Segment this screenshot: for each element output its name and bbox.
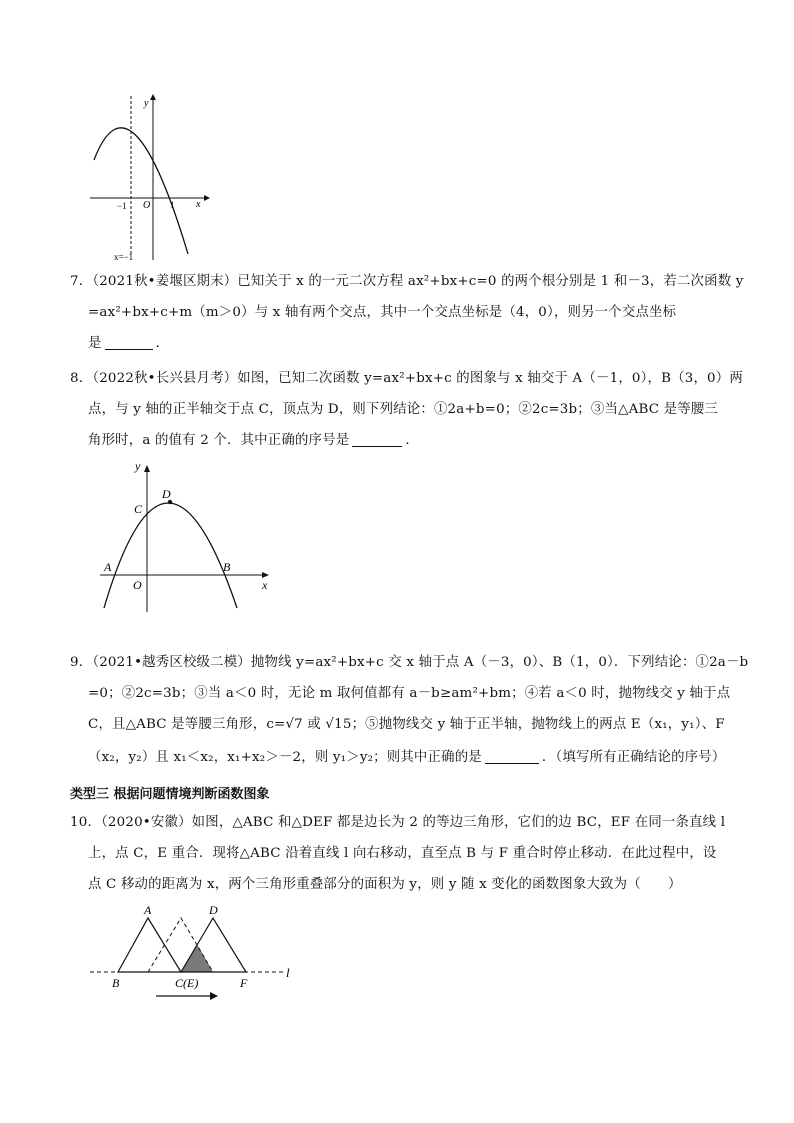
q9-line4a-text: （x₂，y₂）且 x₁＜x₂，x₁+x₂＞－2，则 y₁＞y₂；则其中正确的是 xyxy=(88,750,482,765)
tick-neg1-label: −1 xyxy=(117,201,127,211)
x-axis-label: x xyxy=(196,199,201,210)
figure-sliding-triangles xyxy=(88,900,308,1005)
q10-line3: 点 C 移动的距离为 x，两个三角形重叠部分的面积为 y，则 y 随 x 变化的函数图象大致为（ ） xyxy=(88,877,682,892)
x-axis-label: x xyxy=(262,578,268,592)
point-f-label: F xyxy=(240,976,248,990)
line-l-label: l xyxy=(286,965,290,980)
q7-period: ． xyxy=(155,336,170,351)
overlap-region xyxy=(181,944,213,972)
q9-line1: 9．（2021•越秀区校级二模）抛物线 y=ax²+bx+c 交 x 轴于点 A（－3，0）、B（1，0）．下列结论：①2a－b xyxy=(70,655,749,670)
point-b-label: B xyxy=(223,560,231,574)
q7-line3 xyxy=(88,334,169,354)
triangle-abc xyxy=(118,918,181,972)
y-axis-label: y xyxy=(144,98,149,109)
q10-line2: 上，点 C，E 重合．现将△ABC 沿着直线 l 向右移动，直至点 B 与 F 重合时停止移动．在此过程中，设 xyxy=(88,846,717,861)
q8-line2: 点，与 y 轴的正半轴交于点 C，顶点为 D，则下列结论：①2a+b=0；②2c=3b；③当△ABC 是等腰三 xyxy=(88,402,718,417)
parabola-curve xyxy=(94,128,188,254)
y-axis-label: y xyxy=(135,459,141,473)
q7-answer-blank[interactable] xyxy=(105,335,153,350)
q8-period: ． xyxy=(405,433,419,448)
q9-line4b-text: ．（填写所有正确结论的序号） xyxy=(541,750,726,765)
y-axis-arrow xyxy=(144,465,150,472)
point-b-label: B xyxy=(112,976,120,990)
q10-line1: 10．（2020•安徽）如图，△ABC 和△DEF 都是边长为 2 的等边三角形，它们的边 BC，EF 在同一条直线 l xyxy=(70,815,726,830)
q8-line3 xyxy=(88,431,419,451)
q7-line2: =ax²+bx+c+m（m＞0）与 x 轴有两个交点，其中一个交点坐标是（4，0），则另一个交点坐标 xyxy=(88,305,677,320)
point-ce-label: C(E) xyxy=(175,976,199,990)
q8-line3-text: 角形时，a 的值有 2 个．其中正确的序号是 xyxy=(88,433,350,448)
figure-parabola-axis-neg1 xyxy=(86,92,216,262)
x-axis-arrow xyxy=(204,195,210,201)
q7-line3-text: 是 xyxy=(88,336,102,351)
motion-arrowhead xyxy=(210,992,218,1000)
axis-equation-label: x=−1 xyxy=(114,252,134,262)
q9-line4 xyxy=(88,748,725,768)
point-a-label: A xyxy=(144,903,152,917)
q9-answer-blank[interactable] xyxy=(485,749,539,764)
q8-answer-blank[interactable] xyxy=(352,432,402,447)
figure-parabola-abcd xyxy=(94,458,279,616)
point-a-label: A xyxy=(104,560,112,574)
q8-line1: 8．（2022秋•长兴县月考）如图，已知二次函数 y=ax²+bx+c 的图象与 x 轴交于 A（－1，0），B（3，0）两 xyxy=(70,371,743,386)
q9-line2: =0；②2c=3b；③当 a＜0 时，无论 m 取何值都有 a－b≥am²+bm；④若 a＜0 时，抛物线交 y 轴于点 xyxy=(88,686,731,701)
point-d-label: D xyxy=(162,487,171,501)
tick-1-label: 1 xyxy=(170,200,175,210)
origin-label: O xyxy=(133,578,142,592)
origin-label: O xyxy=(143,200,151,211)
y-axis-arrow xyxy=(150,94,156,100)
q9-line3: C，且△ABC 是等腰三角形，c=√7 或 √15；⑤抛物线交 y 轴于正半轴，抛物线上的两点 E（x₁，y₁）、F xyxy=(88,717,725,732)
section-heading: 类型三 根据问题情境判断函数图象 xyxy=(70,787,270,802)
q7-line1: 7．（2021秋•姜堰区期末）已知关于 x 的一元二次方程 ax²+bx+c=0 的两个根分别是 1 和－3，若二次函数 y xyxy=(70,274,744,289)
parabola-curve xyxy=(104,503,237,608)
point-d-label: D xyxy=(209,903,218,917)
point-c-label: C xyxy=(134,502,143,516)
